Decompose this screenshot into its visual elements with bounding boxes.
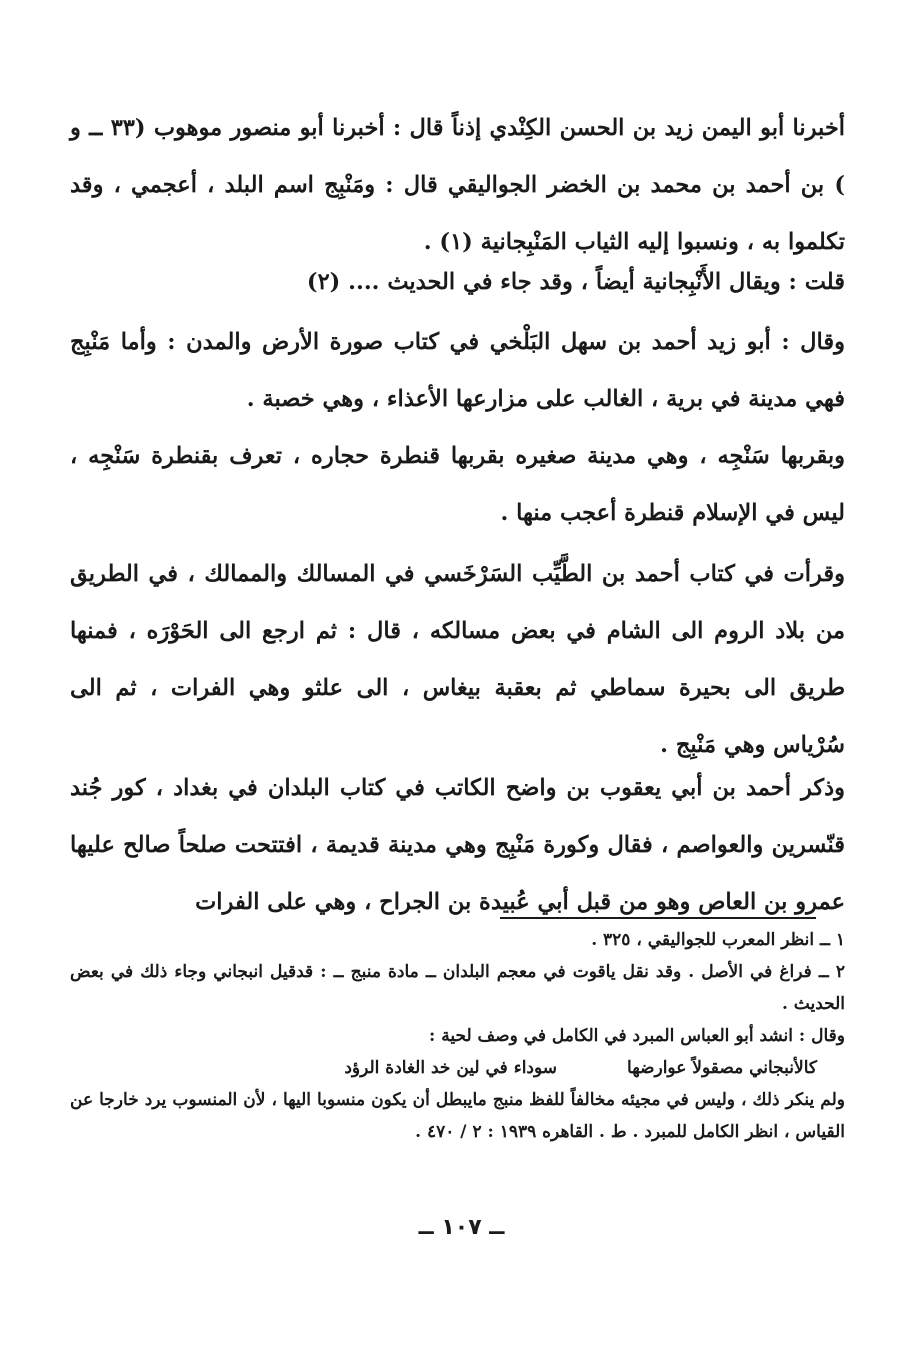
page-number: ــ ١٠٧ ــ (418, 1215, 505, 1240)
footnote-2-intro: وقال : انشد أبو العباس المبرد في الكامل في وصف لحية : (429, 1026, 845, 1046)
footnote-1: ١ ــ انظر المعرب للجواليقي ، ٣٢٥ . (591, 930, 845, 950)
paragraph: وذكر أحمد بن أبي يعقوب بن واضح الكاتب في كتاب البلدان في بغداد ، كور جُند قنّسرين والعواصم ، فقال وكورة مَنْبِج وهي مدينة قديمة ، افتتحت صلحاً صالح عليها عمرو بن العاص وهو من قبل أبي عُبيدة بن الجراح ، وهي على الفرات (70, 775, 845, 915)
footnote-2-continued: ولم ينكر ذلك ، وليس في مجيئه مخالفاً للفظ منبج مايبطل أن يكون منسوبا اليها ، لأن المنسوب يرد خارجا عن القياس ، انظر الكامل للمبرد . ط . القاهره ١٩٣٩ : ٢ / ٤٧٠ . (70, 1090, 845, 1142)
paragraph: قلت : ويقال الأَنْبِجانية أيضاً ، وقد جاء في الحديث .... (٢) (306, 269, 845, 295)
paragraph: أخبرنا أبو اليمن زيد بن الحسن الكِنْدي إذناً قال : أخبرنا أبو منصور موهوب (٣٣ ــ و ) بن أحمد بن محمد بن الخضر الجواليقي قال : ومَنْبِج اسم البلد ، أعجمي ، وقد تكلموا به ، ونسبوا إليه الثياب المَنْبِجانية (١) . (70, 115, 846, 255)
paragraph: وقرأت في كتاب أحمد بن الطَّيِّب السَرْخَسي في المسالك والممالك ، في الطريق من بلاد الروم الى الشام في بعض مسالكه ، قال : ثم ارجع الى الحَوْرَه ، فمنها طريق الى بحيرة سماطي ثم بعقبة بيغاس ، الى علثو وهي الفرات ، ثم الى سُرْياس وهي مَنْبِج . (70, 561, 845, 758)
poetry-verse (70, 1052, 845, 1084)
paragraph: وبقربها سَنْجِه ، وهي مدينة صغيره بقربها قنطرة حجاره ، تعرف بقنطرة سَنْجِه ، ليس في الإسلام قنطرة أعجب منها . (70, 443, 845, 526)
paragraph: وقال : أبو زيد أحمد بن سهل البَلْخي في كتاب صورة الأرض والمدن : وأما مَنْبِج فهي مدينة في برية ، الغالب على مزارعها الأعذاء ، وهي خصبة . (70, 329, 845, 412)
footnotes (70, 924, 845, 1148)
footnote-separator (500, 917, 816, 919)
footnote-2: ٢ ــ فراغ في الأصل . وقد نقل ياقوت في معجم البلدان ــ مادة منبج ــ : قدقيل انبجاني وجاء ذلك في بعض الحديث . (70, 962, 845, 1014)
verse-first-hemistich: كالأنبجاني مصقولاً عوارضها (627, 1058, 817, 1078)
verse-second-hemistich: سوداء في لين خد الغادة الرؤد (344, 1058, 558, 1078)
